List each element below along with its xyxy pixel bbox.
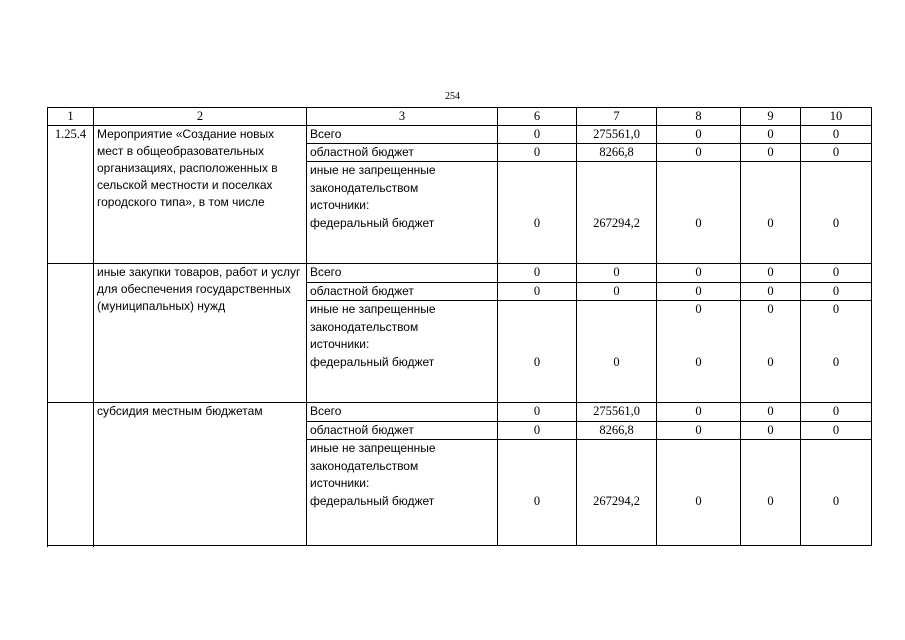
value-cell: 275561,0 [577,126,657,144]
row-description: иные закупки товаров, работ и услуг для обеспечения государственных (муниципальных) нужд [94,264,307,403]
row-total [48,126,872,144]
federal-label: федеральный бюджет [310,354,435,369]
other-top-value [744,162,797,180]
value-cell: 0 [741,403,801,422]
value-cell: 0 [801,126,872,144]
row-code [48,403,94,546]
source-regional-label: областной бюджет [307,422,498,440]
federal-value: 267294,2 [593,215,640,230]
other-sources-line: законодательством [310,319,419,334]
value-cell: 0 [657,126,741,144]
value-cell: 0 [657,283,741,301]
federal-value: 0 [767,493,774,508]
other-top-value [501,301,573,319]
value-cell [741,162,801,264]
federal-value: 0 [832,493,840,508]
federal-value: 0 [767,215,774,230]
other-sources-line: законодательством [310,180,419,195]
federal-value: 0 [533,215,541,230]
federal-value: 0 [832,354,840,369]
federal-value: 0 [613,354,620,369]
other-top-value [580,440,653,458]
other-top-value [580,301,653,319]
other-top-value [660,162,737,180]
federal-value: 0 [767,354,774,369]
federal-value: 0 [533,354,541,369]
value-cell [498,162,577,264]
value-cell [657,440,741,546]
other-top-value [580,162,653,180]
value-cell: 0 [498,283,577,301]
header-cell: 9 [741,108,801,126]
value-cell [498,440,577,546]
source-regional-label: областной бюджет [307,144,498,162]
row-description: Мероприятие «Создание новых мест в общеобразовательных организациях, расположенных в сельской местности и поселках городского типа», в том числе [94,126,307,264]
header-cell: 3 [307,108,498,126]
value-cell: 8266,8 [577,422,657,440]
source-total-label: Всего [307,126,498,144]
value-cell: 0 [741,126,801,144]
other-sources-line: источники: [310,476,370,490]
other-sources-line: законодательством [310,458,419,473]
other-top-value: 0 [767,302,774,316]
other-top-value: 0 [695,302,702,316]
source-other-label [307,162,498,264]
other-sources-line: иные не запрещенные [310,302,436,316]
value-cell: 0 [498,126,577,144]
page-number: 254 [445,91,460,102]
value-cell: 0 [657,264,741,283]
value-cell: 0 [801,403,872,422]
value-cell: 0 [577,264,657,283]
value-cell [577,162,657,264]
source-total-label: Всего [307,403,498,422]
other-top-value [804,440,868,458]
other-top-value [744,440,797,458]
header-cell: 8 [657,108,741,126]
value-cell: 0 [741,264,801,283]
other-top-value [804,162,868,180]
federal-value: 0 [832,215,840,230]
header-row [48,108,872,126]
value-cell: 0 [801,283,872,301]
other-top-value [660,440,737,458]
header-cell: 6 [498,108,577,126]
budget-table [47,107,872,546]
value-cell: 0 [801,144,872,162]
other-top-value: 0 [832,302,840,316]
value-cell: 8266,8 [577,144,657,162]
federal-label: федеральный бюджет [310,215,435,230]
other-sources-line: источники: [310,198,370,212]
header-cell: 2 [94,108,307,126]
header-cell: 7 [577,108,657,126]
value-cell: 275561,0 [577,403,657,422]
row-total [48,264,872,283]
value-cell: 0 [577,283,657,301]
other-sources-line: иные не запрещенные [310,163,436,177]
value-cell: 0 [657,144,741,162]
value-cell: 0 [657,422,741,440]
row-description: субсидия местным бюджетам [94,403,307,546]
other-top-value [501,162,573,180]
federal-value: 0 [695,354,702,369]
value-cell [801,301,872,403]
value-cell [498,301,577,403]
value-cell: 0 [741,144,801,162]
value-cell: 0 [498,144,577,162]
value-cell [577,440,657,546]
value-cell: 0 [498,264,577,283]
header-cell: 1 [48,108,94,126]
other-sources-line: источники: [310,337,370,351]
value-cell [657,301,741,403]
federal-label: федеральный бюджет [310,493,435,508]
value-cell [801,162,872,264]
value-cell: 0 [801,264,872,283]
value-cell: 0 [741,283,801,301]
other-top-value [501,440,573,458]
value-cell: 0 [801,422,872,440]
source-regional-label: областной бюджет [307,283,498,301]
source-other-label [307,301,498,403]
row-code [48,264,94,403]
other-sources-line: иные не запрещенные [310,441,436,455]
federal-value: 267294,2 [593,493,640,508]
source-total-label: Всего [307,264,498,283]
value-cell [801,440,872,546]
value-cell: 0 [498,403,577,422]
value-cell: 0 [741,422,801,440]
value-cell: 0 [657,403,741,422]
source-other-label [307,440,498,546]
row-total [48,403,872,422]
federal-value: 0 [533,493,541,508]
federal-value: 0 [695,215,702,230]
federal-value: 0 [695,493,702,508]
value-cell [577,301,657,403]
header-cell: 10 [801,108,872,126]
row-code: 1.25.4 [48,126,94,264]
value-cell [741,440,801,546]
value-cell: 0 [498,422,577,440]
value-cell [657,162,741,264]
value-cell [741,301,801,403]
